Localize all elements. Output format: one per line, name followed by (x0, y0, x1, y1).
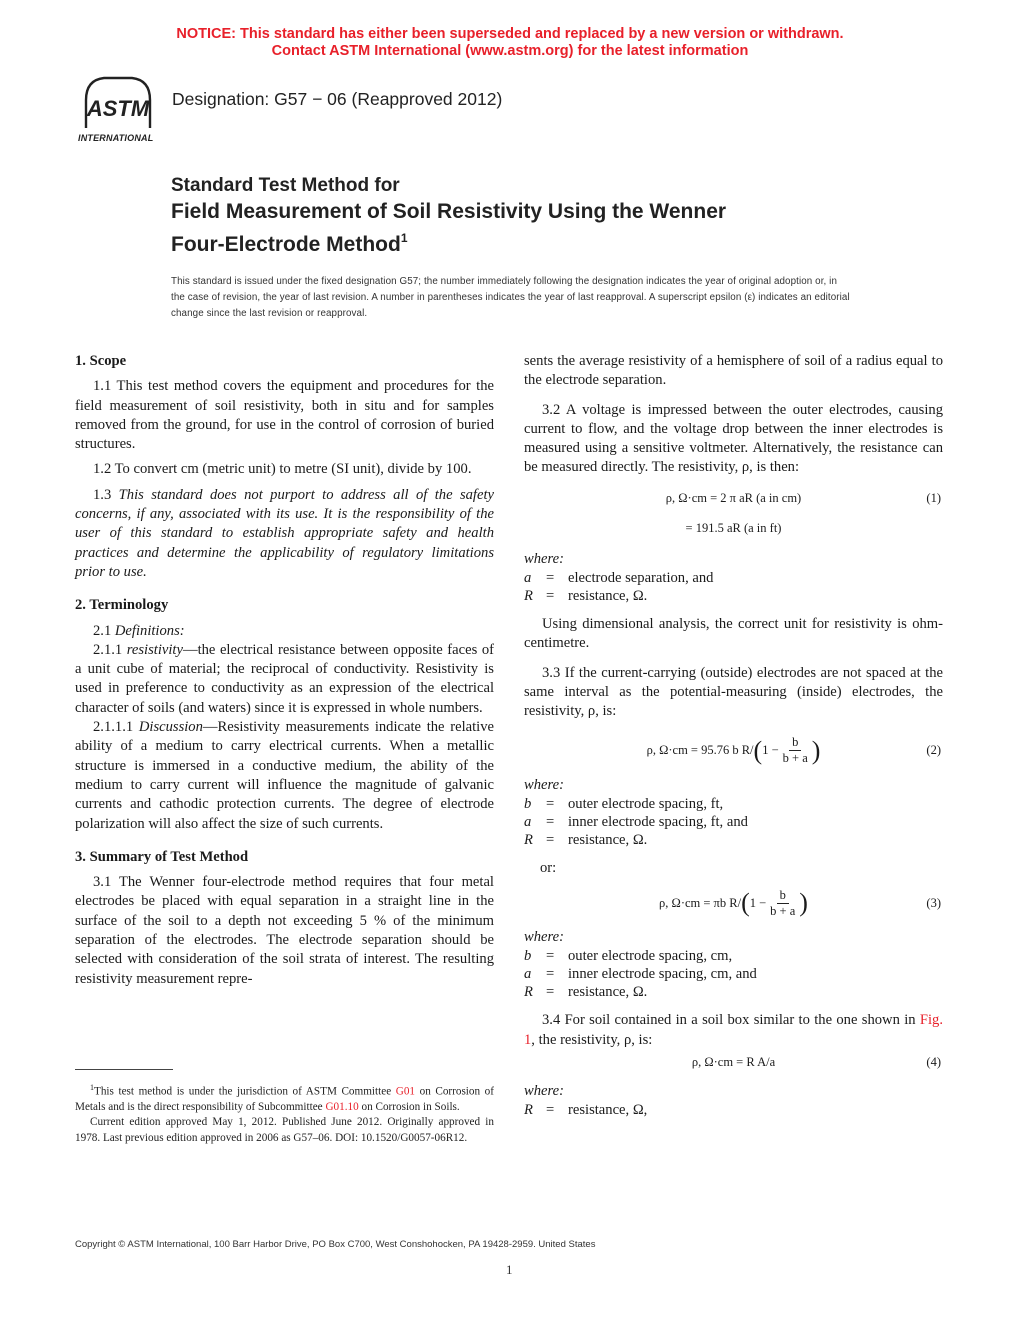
withdrawal-notice (0, 26, 1020, 60)
title-line-3 (171, 225, 871, 258)
title-line-1: Standard Test Method for (171, 175, 400, 196)
where-label-3: where: (524, 929, 564, 946)
para-3-2: 3.2 A voltage is impressed between the outer electrodes, causing current to flow, and the voltage drop between the inner electrodes is measured using a sensitive voltmeter. Alternatively, the resistance can be measured directly. The resistivity, ρ, is then: (524, 401, 943, 476)
designation: Designation: G57 − 06 (Reapproved 2012) (172, 89, 503, 109)
definition-row (524, 587, 943, 605)
logo-subtext: INTERNATIONAL (78, 133, 154, 143)
definition-symbol: R (524, 831, 533, 848)
copyright: Copyright © ASTM International, 100 Barr Harbor Drive, PO Box C700, West Conshohocken, PA 19428-2959. United States (75, 1239, 596, 1250)
definition-description: inner electrode spacing, ft, and (568, 813, 748, 830)
definitions-4 (524, 1101, 943, 1119)
equation-4-number: (4) (926, 1055, 941, 1070)
equation-2-denominator: b + a (782, 751, 808, 766)
para-3-1: 3.1 The Wenner four-electrode method requires that four metal electrodes be placed with equal separation in a straight line in the surface of the soil to a depth not exceeding 5 % of the minimum separation of the electrodes. The electrode separation should be selected with consideration of the soil strata of interest. The resulting resistivity measurement repre- (75, 874, 494, 987)
where-label-4: where: (524, 1083, 564, 1100)
definition-equals: = (546, 831, 555, 848)
issuance-note: This standard is issued under the fixed designation G57; the number immediately following the designation indicates the year of original adoption or, in the case of revision, the year of last revision. A number in parentheses indicates the year of last reapproval. A superscript epsilon (ε) indicates an editorial change since the last revision or reapproval. (171, 276, 850, 319)
paren-open: ( (753, 735, 763, 765)
equation-2-one: 1 − (762, 742, 779, 757)
para-3-4-text-b: , the resistivity, ρ, is: (531, 1031, 653, 1048)
document-title (171, 174, 871, 258)
para-dimensional: Using dimensional analysis, the correct unit for resistivity is ohm-centimetre. (524, 616, 943, 652)
para-2-1-1-text: —the electrical resistance between opposite faces of a unit cube of material; the reciprocal of conductivity. Resistivity is used in preference to conductivity as an expression of the electrical character of soils (and waters) since it is expressed in whole numbers. (75, 641, 495, 716)
notice-line-2: Contact ASTM International (www.astm.org) for the latest information (271, 43, 749, 59)
definition-row (524, 1101, 943, 1119)
equation-3-numerator: b (777, 888, 789, 904)
definition-description: resistance, Ω. (568, 588, 648, 605)
footnote-divider (75, 1069, 173, 1070)
section-1-heading: 1. Scope (75, 353, 127, 369)
notice-line-1: NOTICE: This standard has either been superseded and replaced by a new version or withdrawn. (176, 26, 844, 42)
title-line-2: Field Measurement of Soil Resistivity Using the Wenner (171, 200, 727, 223)
term-discussion: Discussion (138, 719, 203, 736)
section-2-heading: 2. Terminology (75, 597, 169, 614)
equation-1-number: (1) (926, 491, 941, 506)
definition-equals: = (546, 570, 555, 587)
definition-symbol: R (524, 984, 533, 1001)
definition-symbol: a (524, 966, 532, 983)
para-2-1-1 (75, 641, 494, 718)
where-label-1: where: (524, 550, 564, 567)
definition-symbol: b (524, 948, 532, 965)
subcommittee-g01-10-link[interactable]: G01.10 (325, 1101, 359, 1114)
figure-1-link[interactable]: Fig. 1 (524, 1012, 943, 1048)
para-3-1-continued: sents the average resistivity of a hemisphere of soil of a radius equal to the electrode separation. (524, 353, 943, 389)
definition-equals: = (546, 966, 555, 983)
where-label-2: where: (524, 776, 564, 793)
definition-description: electrode separation, and (568, 570, 714, 587)
title-footnote-mark: 1 (400, 231, 408, 245)
definition-symbol: a (524, 813, 532, 830)
definition-equals: = (546, 948, 555, 965)
definition-row (524, 947, 943, 965)
para-1-1: 1.1 This test method covers the equipment and procedures for the field measurement of soil resistivity, both in situ and for samples removed from the ground, for use in the control of corrosion of buried structures. (75, 378, 494, 453)
right-column (524, 352, 943, 1119)
equation-3-fraction (770, 888, 795, 919)
para-2-1 (75, 622, 494, 641)
term-resistivity: resistivity (126, 641, 183, 658)
definition-symbol: R (524, 1102, 533, 1119)
para-1-3 (75, 486, 494, 582)
definition-description: resistance, Ω, (568, 1102, 648, 1119)
footnote-1 (75, 1080, 494, 1115)
para-2-1-1-1 (75, 718, 494, 834)
para-2-1-text: Definitions: (114, 622, 185, 639)
section-3-heading: 3. Summary of Test Method (75, 848, 249, 865)
definitions-2 (524, 795, 943, 849)
para-1-3-num: 1.3 (93, 486, 119, 503)
definition-equals: = (546, 795, 555, 812)
equation-1b (524, 514, 943, 544)
definition-row (524, 983, 943, 1001)
definitions-1 (524, 569, 943, 605)
para-1-3-text: This standard does not purport to address all of the safety concerns, if any, associated with its use. It is the responsibility of the user of this standard to establish appropriate safety and health practices and determine the applicability of regulatory limitations prior to use. (75, 486, 494, 580)
para-2-1-1-num: 2.1.1 (93, 641, 127, 658)
paren-close: ) (811, 735, 821, 765)
footnote-mark: 1 (90, 1083, 94, 1092)
footnote-2: Current edition approved May 1, 2012. Published June 2012. Originally approved in 1978. Last previous edition approved in 2006 as G57–06. DOI: 10.1520/G0057-06R12. (75, 1116, 494, 1144)
definition-row (524, 813, 943, 831)
equation-3 (524, 884, 943, 922)
definition-row (524, 831, 943, 849)
footnote-1-text-a: This test method is under the jurisdiction of ASTM Committee (94, 1085, 396, 1098)
title-line-3-text: Four-Electrode Method (171, 233, 401, 256)
equation-2-fraction (783, 735, 808, 766)
definition-description: resistance, Ω. (568, 831, 648, 848)
equation-3-lhs: ρ, Ω·cm = πb R/ (659, 895, 742, 910)
definition-equals: = (546, 588, 555, 605)
paren-close: ) (799, 888, 808, 918)
footnote-1-text-c: on Corrosion in Soils. (358, 1101, 460, 1114)
para-2-1-1-1-text: —Resistivity measurements indicate the relative ability of a medium to carry electrical currents. When a metallic structure is immersed in a conductive medium, the ability of the medium to carry current will influence the magnitude of galvanic currents and cathodic protection currents. The degree of electrode polarization will also affect the size of such currents. (75, 719, 494, 832)
equation-3-one: 1 − (749, 895, 767, 910)
footnote-1-text-b: on Corrosion of Metals and is the direct responsibility of Subcommittee (75, 1085, 494, 1114)
equation-4-text: ρ, Ω·cm = R A/a (691, 1055, 776, 1070)
para-2-1-1-1-num: 2.1.1.1 (93, 719, 139, 736)
para-1-2: 1.2 To convert cm (metric unit) to metre (SI unit), divide by 100. (93, 461, 472, 478)
definition-description: inner electrode spacing, cm, and (568, 966, 757, 983)
equation-1-line-a: ρ, Ω·cm = 2 π aR (a in cm) (665, 491, 802, 506)
footnote (75, 1080, 494, 1146)
equation-2-number: (2) (926, 742, 941, 757)
para-3-4-text-a: 3.4 For soil contained in a soil box similar to the one shown in (542, 1012, 920, 1029)
committee-g01-link[interactable]: G01 (395, 1085, 416, 1098)
definitions-3 (524, 947, 943, 1001)
definition-symbol: a (524, 570, 532, 587)
equation-2 (524, 732, 943, 770)
equation-3-denominator: b + a (770, 903, 796, 918)
definition-row (524, 569, 943, 587)
logo-wordmark: ASTM (86, 96, 150, 121)
equation-3-number: (3) (926, 895, 941, 910)
definition-equals: = (546, 984, 555, 1001)
definition-equals: = (546, 1102, 555, 1119)
paren-open: ( (741, 888, 750, 918)
equation-2-lhs: ρ, Ω·cm = 95.76 b R/ (646, 742, 754, 757)
equation-1-line-b: = 191.5 aR (a in ft) (685, 521, 782, 536)
equation-4 (524, 1050, 943, 1076)
equation-2-numerator: b (789, 735, 801, 751)
definition-symbol: b (524, 795, 532, 812)
definition-description: outer electrode spacing, cm, (568, 948, 733, 965)
equation-1 (524, 484, 943, 514)
definition-row (524, 965, 943, 983)
definition-description: resistance, Ω. (568, 984, 648, 1001)
page-number: 1 (506, 1262, 513, 1277)
para-3-4 (524, 1011, 943, 1050)
para-3-3: 3.3 If the current-carrying (outside) electrodes are not spaced at the same interval as the potential-measuring (inside) electrodes, the resistivity, ρ, is: (524, 664, 943, 720)
left-column (75, 352, 494, 989)
definition-symbol: R (524, 588, 533, 605)
definition-equals: = (546, 813, 555, 830)
or-label: or: (540, 859, 557, 876)
definition-row (524, 795, 943, 813)
definition-description: outer electrode spacing, ft, (568, 795, 724, 812)
para-2-1-num: 2.1 (93, 622, 115, 639)
